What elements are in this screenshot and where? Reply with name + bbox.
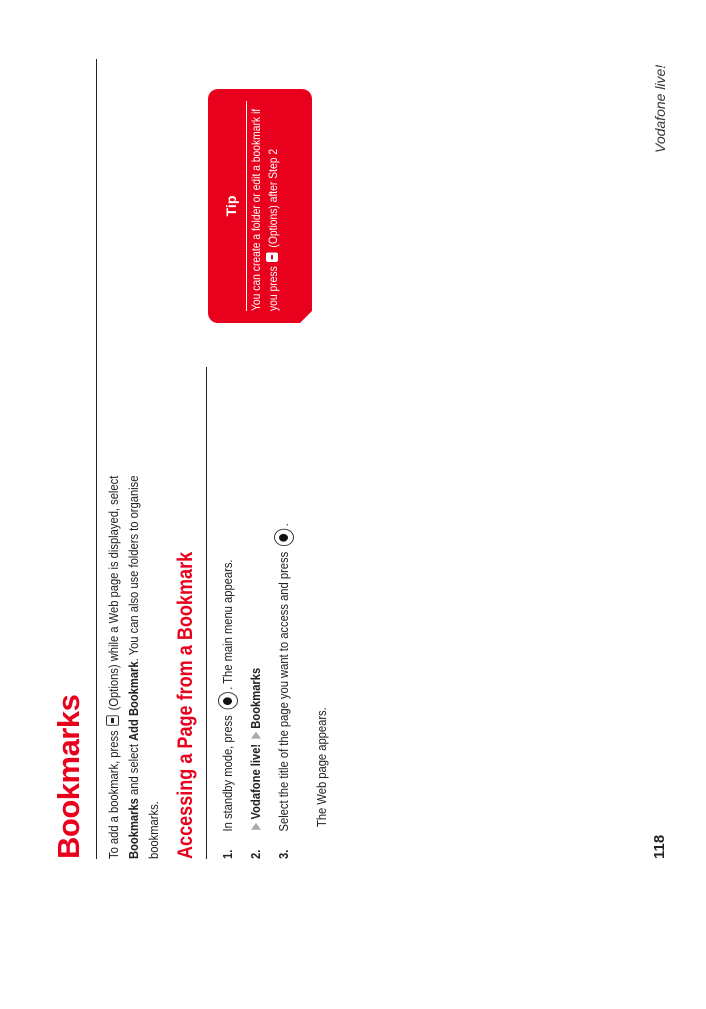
page-number: 118: [651, 834, 668, 859]
intro-paragraph: [104, 455, 164, 859]
page-title: Bookmarks: [51, 694, 86, 859]
tip-text: [248, 105, 282, 311]
intro-text-1: To add a bookmark, press: [106, 730, 121, 859]
title-divider: [96, 59, 97, 859]
navigation-select-key-icon: [218, 692, 238, 709]
step-item: [270, 412, 298, 859]
steps-list: [214, 339, 298, 859]
menu-arrow-icon: [251, 732, 261, 739]
menu-arrow-icon: [251, 823, 261, 830]
tip-title: Tip: [223, 195, 239, 217]
step-text: [220, 559, 235, 831]
step-number: 1.: [220, 849, 235, 859]
footer-brand: Vodafone live!: [652, 64, 668, 153]
tip-text-before: You can create a folder or edit a bookmark if you press: [249, 108, 280, 311]
tip-divider: [246, 101, 247, 311]
step-1-text-after: . The main menu appears.: [220, 559, 235, 690]
step-text: [248, 668, 263, 832]
options-soft-key-icon: [106, 715, 119, 725]
intro-bookmarks-label: Bookmarks: [126, 798, 141, 859]
step-number: 3.: [276, 849, 291, 859]
intro-text-3: and select: [126, 744, 141, 795]
options-soft-key-icon: [266, 252, 278, 261]
tip-box: [208, 89, 312, 323]
tip-text-after: (Options) after Step 2: [266, 148, 280, 248]
section-divider: [206, 367, 207, 859]
step-1-text-before: In standby mode, press: [220, 715, 235, 832]
step-item: [214, 412, 242, 859]
step-text: [276, 523, 291, 831]
step-3-text-before: Select the title of the page you want to access and press: [276, 551, 291, 832]
step-number: 2.: [248, 849, 263, 859]
step-result: The Web page appears.: [314, 707, 329, 827]
section-heading: Accessing a Page from a Bookmark: [174, 551, 197, 859]
intro-text-2: (Options) while a Web page is displayed, select: [106, 475, 121, 711]
intro-text-4: . You can also use folders to organise bookmarks.: [126, 475, 161, 859]
menu-path-vodafone-live: Vodafone live!: [248, 743, 263, 820]
navigation-select-key-icon: [274, 529, 294, 546]
intro-add-bookmark-label: Add Bookmark: [126, 661, 141, 741]
menu-path-bookmarks: Bookmarks: [248, 667, 263, 729]
step-3-text-after: .: [276, 523, 291, 527]
step-item: [242, 412, 270, 859]
